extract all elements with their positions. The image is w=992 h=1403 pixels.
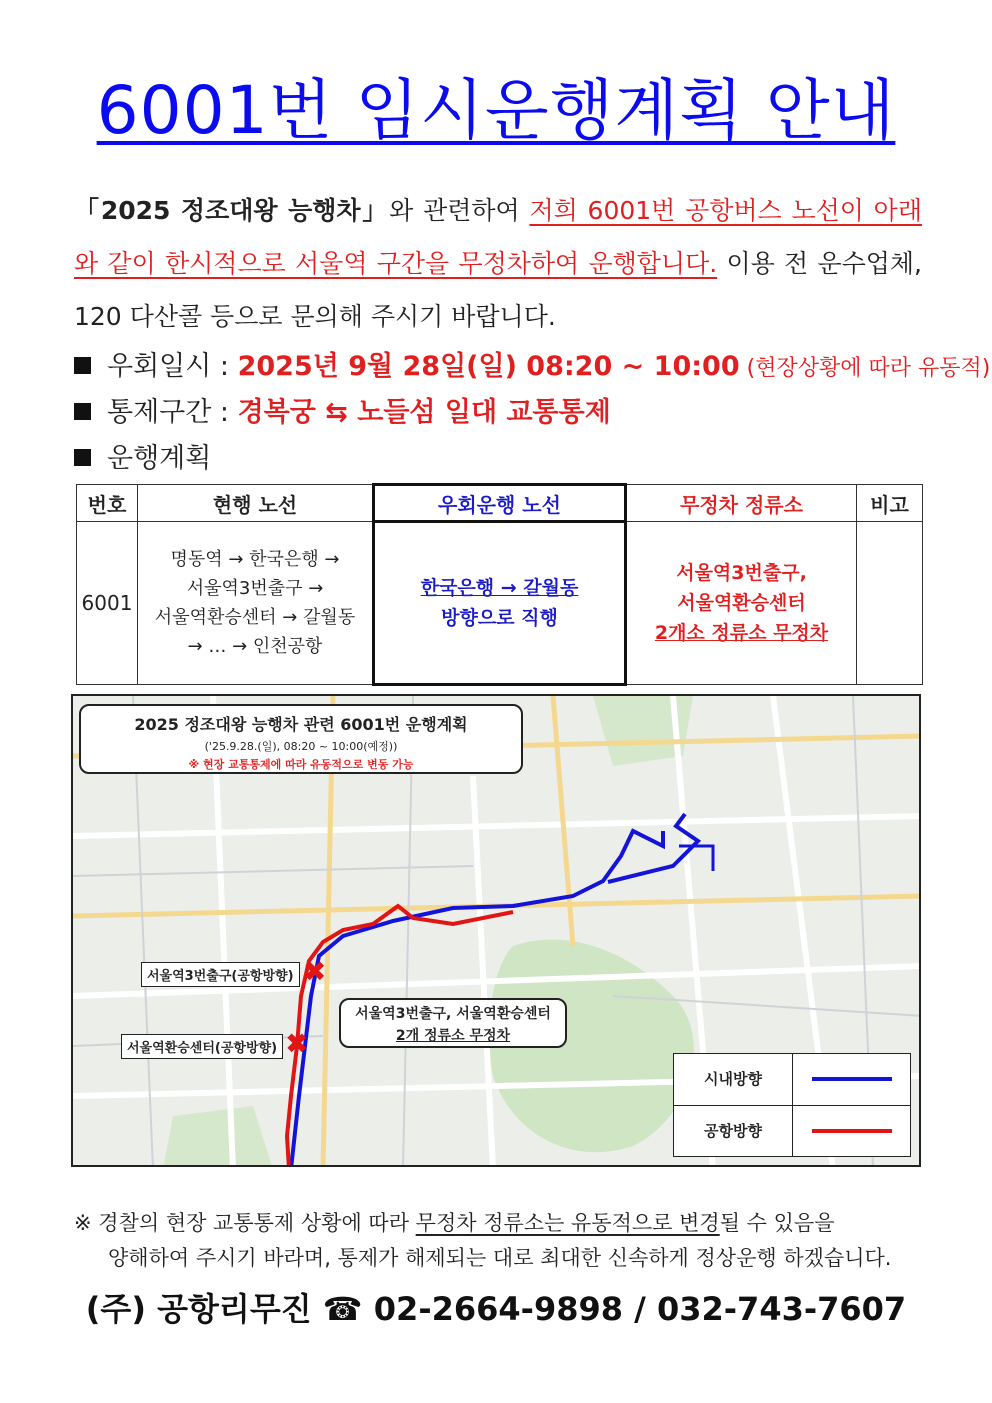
header-current-route: 현행 노선: [138, 485, 374, 522]
table-header-row: [77, 485, 923, 522]
company-contact: (주) 공항리무진 ☎ 02-2664-9898 / 032-743-7607: [85, 1290, 907, 1328]
bullet-label: 우회일시 :: [107, 351, 238, 382]
legend-line-blue: [812, 1077, 892, 1081]
stop-label-seoul-station-exit3: 서울역3번출구(공항방향): [141, 962, 300, 987]
legend-line-red: [812, 1129, 892, 1133]
bullet-label: 운행계획: [107, 443, 212, 474]
bullet-detour-time: [74, 344, 991, 390]
map-title: 2025 정조대왕 능행차 관련 6001번 운행계획: [134, 715, 468, 734]
detour-line: 방향으로 직행: [441, 607, 558, 629]
cell-current-route: [138, 522, 374, 685]
stop-label-seoul-transfer-center: 서울역환승센터(공항방향): [121, 1034, 283, 1059]
legend-row-airport: [674, 1105, 910, 1157]
cell-detour-route: [374, 522, 626, 685]
event-name: 「2025 정조대왕 능행차」: [74, 196, 390, 225]
route-line: 서울역3번출구 →: [186, 578, 324, 599]
bullet-list: [74, 344, 991, 482]
nonstop-line: 2개소 정류소 무정차: [654, 622, 829, 644]
footnote: [74, 1206, 922, 1276]
route-line: 서울역환승센터 → 갈월동: [154, 607, 356, 628]
detour-line: 한국은행 → 갈월동: [420, 577, 579, 599]
footnote-underline: 무정차 정류소는 유동적으로 변경: [415, 1211, 720, 1235]
square-bullet-icon: [74, 357, 91, 374]
header-remark: 비고: [857, 485, 923, 522]
footnote-line1: [74, 1206, 922, 1241]
nonstop-callout: [339, 998, 567, 1048]
bullet-label: 통제구간 :: [107, 397, 238, 428]
nonstop-x-icon: ✖: [303, 955, 327, 988]
nonstop-callout-line1: 서울역3번출구, 서울역환승센터: [355, 1006, 551, 1022]
map-title-box: [79, 704, 523, 774]
operation-plan-table: [76, 483, 923, 686]
bullet-operation-plan: [74, 436, 934, 482]
header-detour-route: 우회운행 노선: [374, 485, 626, 522]
intro-notice: 저희 6001번 공항버스 노선이 아래와 같이 한시적으로 서울역 구간을 무정차하여 운행합니다.: [74, 196, 922, 278]
intro-paragraph: [74, 184, 922, 343]
bullet-control-section: [74, 390, 934, 436]
square-bullet-icon: [74, 449, 91, 466]
page-title: 6001번 임시운행계획 안내: [96, 72, 896, 149]
header-nonstop-stops: 무정차 정류소: [626, 485, 857, 522]
intro-text-2: 이용 전 운수업체, 120 다산콜 등으로 문의해 주시기 바랍니다.: [74, 249, 922, 331]
cell-nonstop-stops: [626, 522, 857, 685]
reference-mark: ※: [74, 1211, 99, 1235]
route-line: 명동역 → 한국은행 →: [170, 549, 340, 570]
footnote-text: 경찰의 현장 교통통제 상황에 따라: [98, 1211, 416, 1235]
table-row: [77, 522, 923, 685]
bullet-value: 2025년 9월 28일(일) 08:20 ~ 10:00: [237, 351, 740, 382]
map-legend: [673, 1053, 911, 1157]
footnote-text: 될 수 있음을: [719, 1211, 835, 1235]
square-bullet-icon: [74, 403, 91, 420]
nonstop-line: 서울역환승센터: [677, 592, 806, 614]
cell-number: 6001: [77, 522, 138, 685]
legend-row-city: [674, 1054, 910, 1105]
legend-label: 시내방향: [674, 1054, 793, 1105]
nonstop-callout-line2: 2개 정류소 무정차: [395, 1028, 511, 1044]
nonstop-text: [627, 558, 856, 648]
detour-text: [375, 573, 624, 633]
legend-label: 공항방향: [674, 1106, 793, 1157]
footnote-line2: 양해하여 주시기 바라며, 통제가 해제되는 대로 최대한 신속하게 정상운행 하겠습니다.: [108, 1246, 892, 1270]
nonstop-x-icon: ✖: [285, 1027, 309, 1060]
bullet-note: (현장상황에 따라 유동적): [739, 356, 991, 381]
map-subtitle: ('25.9.28.(일), 08:20 ~ 10:00(예정)): [204, 740, 398, 753]
bullet-value: 경복궁 ⇆ 노들섬 일대 교통통제: [237, 397, 611, 428]
map-warning: ※ 현장 교통통제에 따라 유동적으로 변동 가능: [188, 758, 414, 771]
route-line: → … → 인천공항: [187, 636, 323, 657]
cell-remark: [857, 522, 923, 685]
header-number: 번호: [77, 485, 138, 522]
route-map: [71, 694, 921, 1167]
nonstop-line: 서울역3번출구,: [676, 562, 807, 584]
intro-text-1: 와 관련하여: [389, 196, 530, 225]
